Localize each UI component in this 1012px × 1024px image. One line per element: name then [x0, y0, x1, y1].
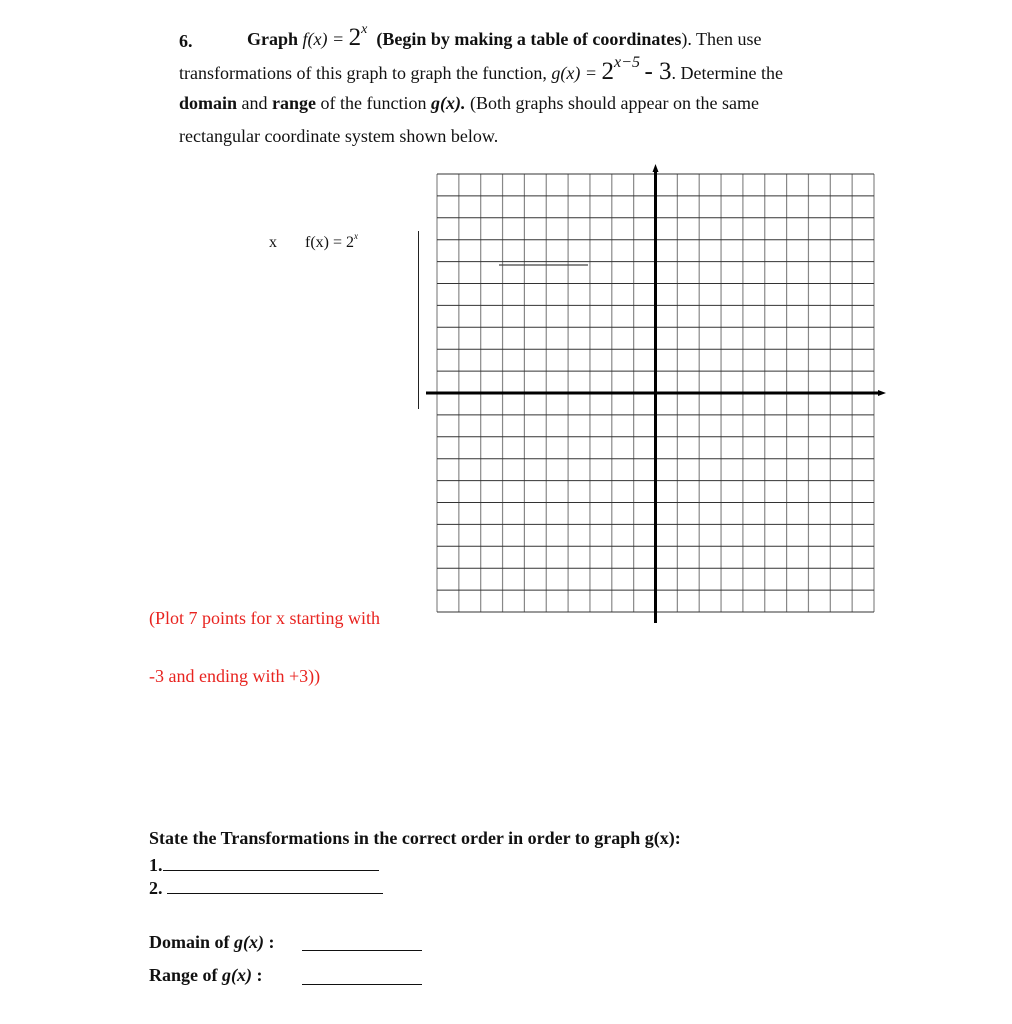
range-blank[interactable]	[302, 984, 422, 985]
problem-line-3	[179, 93, 759, 114]
begin-text: (Begin by making a table of coordinates	[376, 29, 682, 49]
g-label: g(x) =	[551, 63, 598, 83]
table-divider	[418, 231, 419, 409]
determine-text: . Determine the	[671, 63, 783, 83]
gx-word: g(x).	[431, 93, 466, 113]
problem-number: 6.	[179, 31, 193, 51]
domain-blank[interactable]	[302, 950, 422, 951]
table-x-header: x	[269, 234, 277, 251]
coordinate-grid[interactable]	[420, 160, 890, 630]
y-axis-arrow-icon	[653, 164, 659, 172]
then-use: ). Then use	[681, 29, 762, 49]
range-answer: Range of g(x) :	[149, 965, 263, 985]
transformation-2[interactable]: 2.	[149, 875, 383, 899]
domain-answer: Domain of g(x) :	[149, 932, 275, 952]
problem-line-1	[247, 24, 762, 52]
f-base: 2	[348, 24, 362, 51]
f-exp: x	[361, 22, 368, 37]
instruction-line-1: (Plot 7 points for x starting with	[149, 608, 380, 628]
x-axis-arrow-icon	[878, 390, 886, 396]
line2-text: transformations of this graph to graph the function,	[179, 63, 547, 83]
problem-line-4: rectangular coordinate system shown below.	[179, 126, 499, 146]
g-minus: - 3	[644, 58, 672, 85]
g-base: 2	[601, 58, 615, 85]
range-word: range	[272, 93, 317, 113]
instruction-line-2: -3 and ending with +3))	[149, 666, 321, 686]
f-label: f(x) =	[302, 29, 345, 49]
and-word: and	[241, 93, 268, 113]
domain-word: domain	[179, 93, 238, 113]
transformation-1[interactable]: 1.	[149, 852, 379, 876]
table-f-header: $f(x) = 2^x$	[305, 231, 359, 251]
both-graphs: (Both graphs should appear on the same	[470, 93, 759, 113]
graph-word: Graph	[247, 29, 299, 49]
g-exp: x−5	[614, 54, 640, 71]
transformations-heading: State the Transformations in the correct order in order to graph g(x):	[149, 828, 681, 848]
problem-line-2	[179, 54, 783, 86]
of-function: of the function	[320, 93, 427, 113]
